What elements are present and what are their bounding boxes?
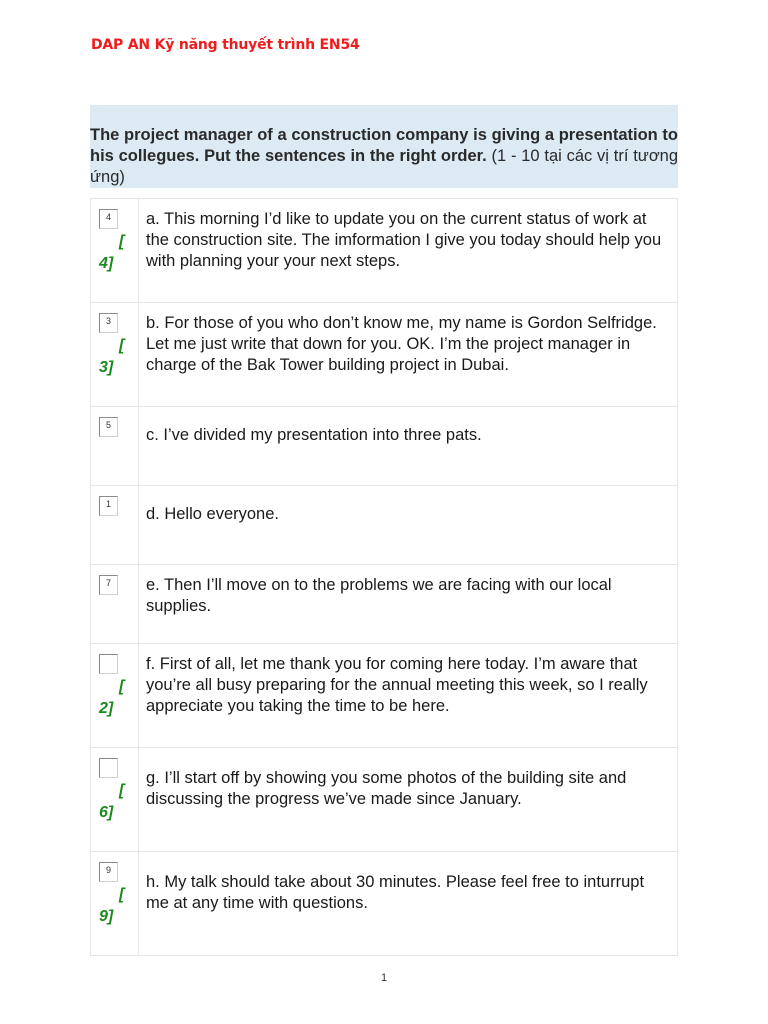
answer-cell bbox=[91, 407, 139, 486]
answer-cell bbox=[91, 199, 139, 303]
sentence-text: f. First of all, let me thank you for coming here today. I’m aware that you’re all busy preparing for the annual meeting this week, so I really appreciate you taking the time to be here. bbox=[146, 655, 648, 715]
sentence-text: a. This morning I’d like to update you on the current status of work at the construction site. The imformation I give you today should help you with planning your your next steps. bbox=[146, 210, 662, 270]
answer-cell bbox=[91, 748, 139, 852]
table-row bbox=[91, 748, 678, 852]
sentence-text: e. Then I’ll move on to the problems we are facing with our local supplies. bbox=[146, 576, 612, 615]
table-row bbox=[91, 644, 678, 748]
table-row bbox=[91, 486, 678, 565]
sentence-text: h. My talk should take about 30 minutes. Please feel free to inturrupt me at any time with questions. bbox=[146, 873, 645, 912]
answer-key-open: [ bbox=[119, 886, 125, 903]
question-box bbox=[90, 105, 678, 188]
answer-key-open: [ bbox=[119, 233, 125, 250]
document-title: DAP AN Kỹ năng thuyết trình EN54 bbox=[91, 37, 360, 53]
answer-cell bbox=[91, 852, 139, 956]
answer-cell bbox=[91, 565, 139, 644]
order-input-box[interactable]: 1 bbox=[99, 496, 118, 516]
order-input-box[interactable] bbox=[99, 758, 118, 778]
table-row bbox=[91, 407, 678, 486]
sentence-text: g. I’ll start off by showing you some photos of the building site and discussing the progress we’ve made since January. bbox=[146, 769, 627, 808]
answer-cell bbox=[91, 486, 139, 565]
sentence-text: b. For those of you who don’t know me, my name is Gordon Selfridge. Let me just write that down for you. OK. I’m the project manager in charge of the Bak Tower building project in Dubai. bbox=[146, 314, 657, 374]
question-instruction: The project manager of a construction company is giving a presentation to his collegues. Put the sentences in the right order. bbox=[90, 126, 678, 165]
answer-key-open: [ bbox=[119, 337, 125, 354]
answer-key-value: 2] bbox=[99, 700, 114, 717]
question-text bbox=[90, 125, 678, 188]
answer-key-value: 9] bbox=[99, 908, 114, 925]
table-row bbox=[91, 303, 678, 407]
sentence-cell bbox=[139, 486, 678, 565]
question-note: (1 - 10 tại các vị trí tương ứng) bbox=[90, 147, 678, 186]
sentence-text: c. I’ve divided my presentation into three pats. bbox=[146, 426, 482, 444]
sentence-cell bbox=[139, 748, 678, 852]
answer-table bbox=[90, 198, 678, 956]
answer-cell bbox=[91, 644, 139, 748]
answer-key-open: [ bbox=[119, 678, 125, 695]
sentence-text: d. Hello everyone. bbox=[146, 505, 279, 523]
order-input-box[interactable]: 3 bbox=[99, 313, 118, 333]
answer-key-value: 3] bbox=[99, 359, 114, 376]
order-input-box[interactable]: 5 bbox=[99, 417, 118, 437]
answer-key-value: 4] bbox=[99, 255, 114, 272]
answer-cell bbox=[91, 303, 139, 407]
order-input-box[interactable]: 4 bbox=[99, 209, 118, 229]
order-input-box[interactable]: 9 bbox=[99, 862, 118, 882]
order-input-box[interactable] bbox=[99, 654, 118, 674]
sentence-cell bbox=[139, 565, 678, 644]
sentence-cell bbox=[139, 199, 678, 303]
sentence-cell bbox=[139, 407, 678, 486]
table-row bbox=[91, 852, 678, 956]
sentence-cell bbox=[139, 852, 678, 956]
answer-key-value: 6] bbox=[99, 804, 114, 821]
table-row bbox=[91, 565, 678, 644]
order-input-box[interactable]: 7 bbox=[99, 575, 118, 595]
sentence-cell bbox=[139, 644, 678, 748]
sentence-cell bbox=[139, 303, 678, 407]
answer-key-open: [ bbox=[119, 782, 125, 799]
page-number: 1 bbox=[380, 972, 388, 984]
table-row bbox=[91, 199, 678, 303]
